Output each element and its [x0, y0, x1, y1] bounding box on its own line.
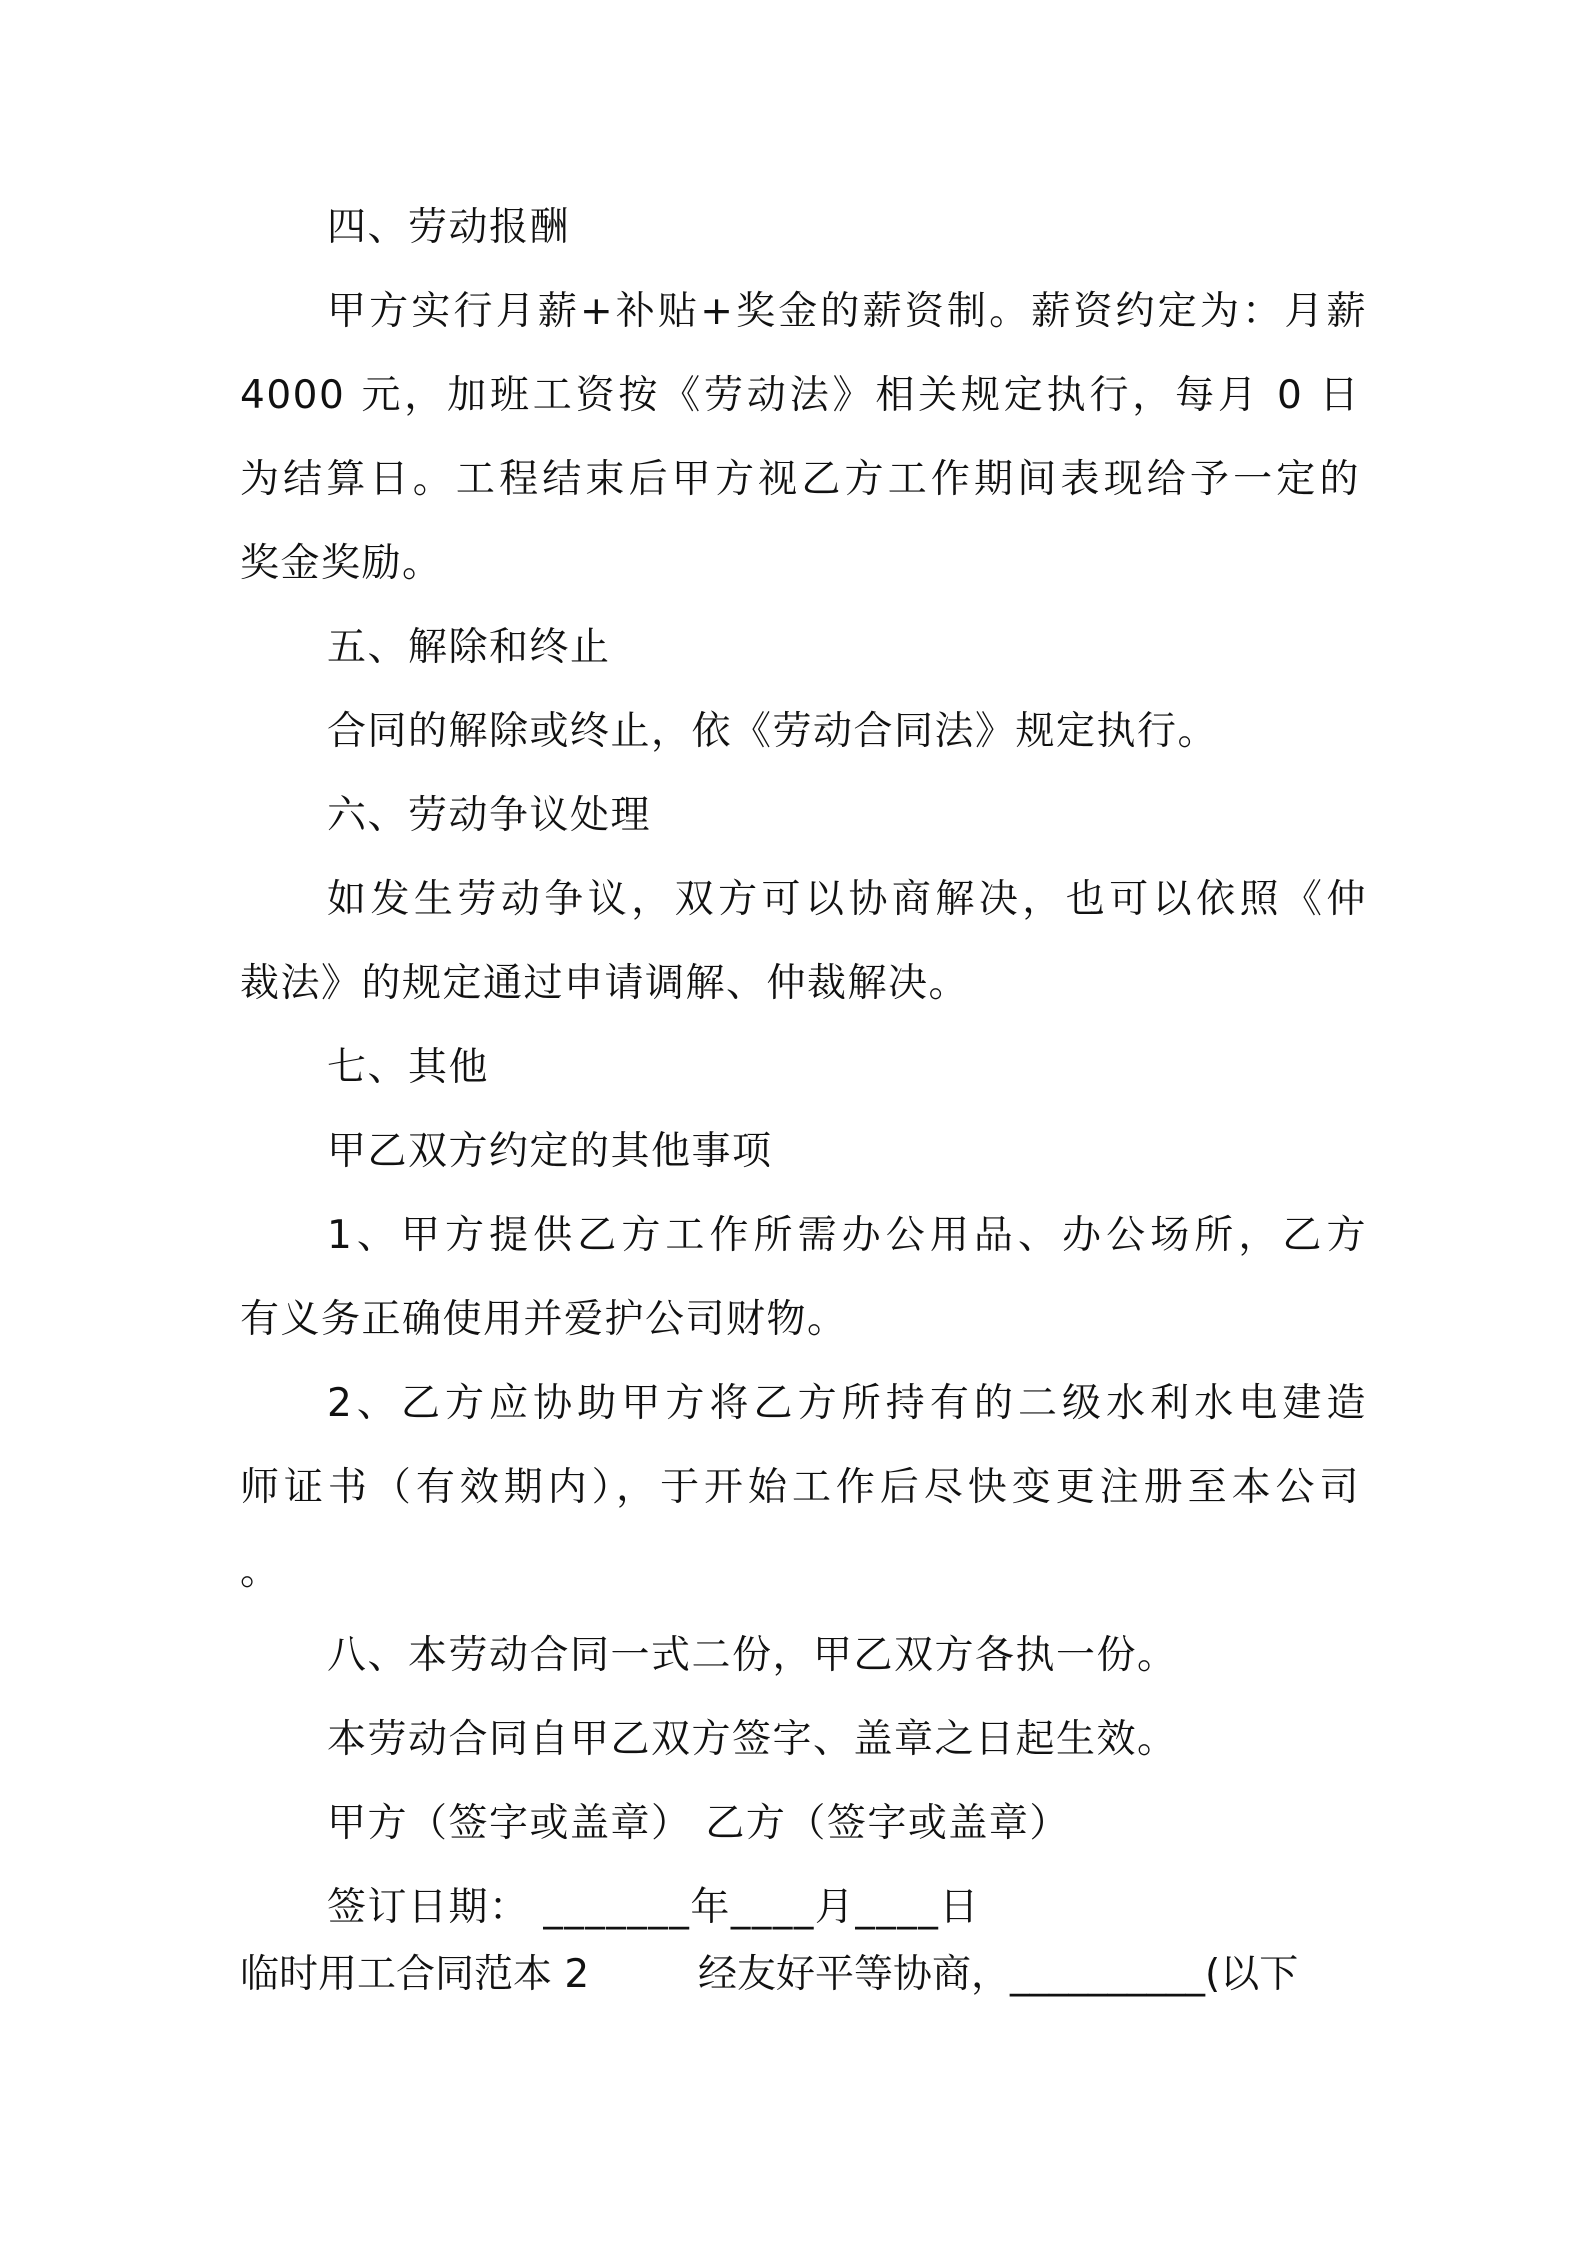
section-heading-termination: 五、解除和终止 — [327, 625, 611, 670]
paragraph-line: 本劳动合同自甲乙双方签字、盖章之日起生效。 — [327, 1717, 1178, 1762]
signature-line: 甲方（签字或盖章） 乙方（签字或盖章） — [327, 1801, 1070, 1846]
paragraph-line: 裁法》的规定通过申请调解、仲裁解决。 — [240, 961, 970, 1006]
template-title: 临时用工合同范本 2 — [240, 1952, 590, 1997]
paragraph-line: 为结算日。工程结束后甲方视乙方工作期间表现给予一定的 — [240, 457, 1360, 502]
section-heading-copies: 八、本劳动合同一式二份，甲乙双方各执一份。 — [327, 1633, 1178, 1678]
section-heading-other: 七、其他 — [327, 1045, 490, 1090]
paragraph-line: 有义务正确使用并爱护公司财物。 — [240, 1297, 848, 1342]
paragraph-line: 。 — [240, 1549, 281, 1594]
paragraph-line: 2、乙方应协助甲方将乙方所持有的二级水利水电建造 — [327, 1381, 1367, 1426]
section-heading-dispute: 六、劳动争议处理 — [327, 793, 652, 838]
template-intro: 经友好平等协商，__________(以下 — [698, 1952, 1299, 1997]
paragraph-line: 甲乙双方约定的其他事项 — [327, 1129, 773, 1174]
section-heading-remuneration: 四、劳动报酬 — [327, 205, 571, 250]
paragraph-line: 4000 元，加班工资按《劳动法》相关规定执行，每月 0 日 — [240, 373, 1360, 418]
next-template-line — [240, 1945, 1360, 2005]
paragraph-line: 奖金奖励。 — [240, 541, 443, 586]
signing-date-line: 签订日期： _______年____月____日 — [327, 1885, 980, 1930]
paragraph-line: 师证书（有效期内），于开始工作后尽快变更注册至本公司 — [240, 1465, 1360, 1510]
paragraph-line: 合同的解除或终止，依《劳动合同法》规定执行。 — [327, 709, 1219, 754]
paragraph-line: 1、甲方提供乙方工作所需办公用品、办公场所，乙方 — [327, 1213, 1367, 1258]
paragraph-line: 如发生劳动争议，双方可以协商解决，也可以依照《仲 — [327, 877, 1367, 922]
paragraph-line: 甲方实行月薪+补贴+奖金的薪资制。薪资约定为：月薪 — [327, 289, 1367, 334]
